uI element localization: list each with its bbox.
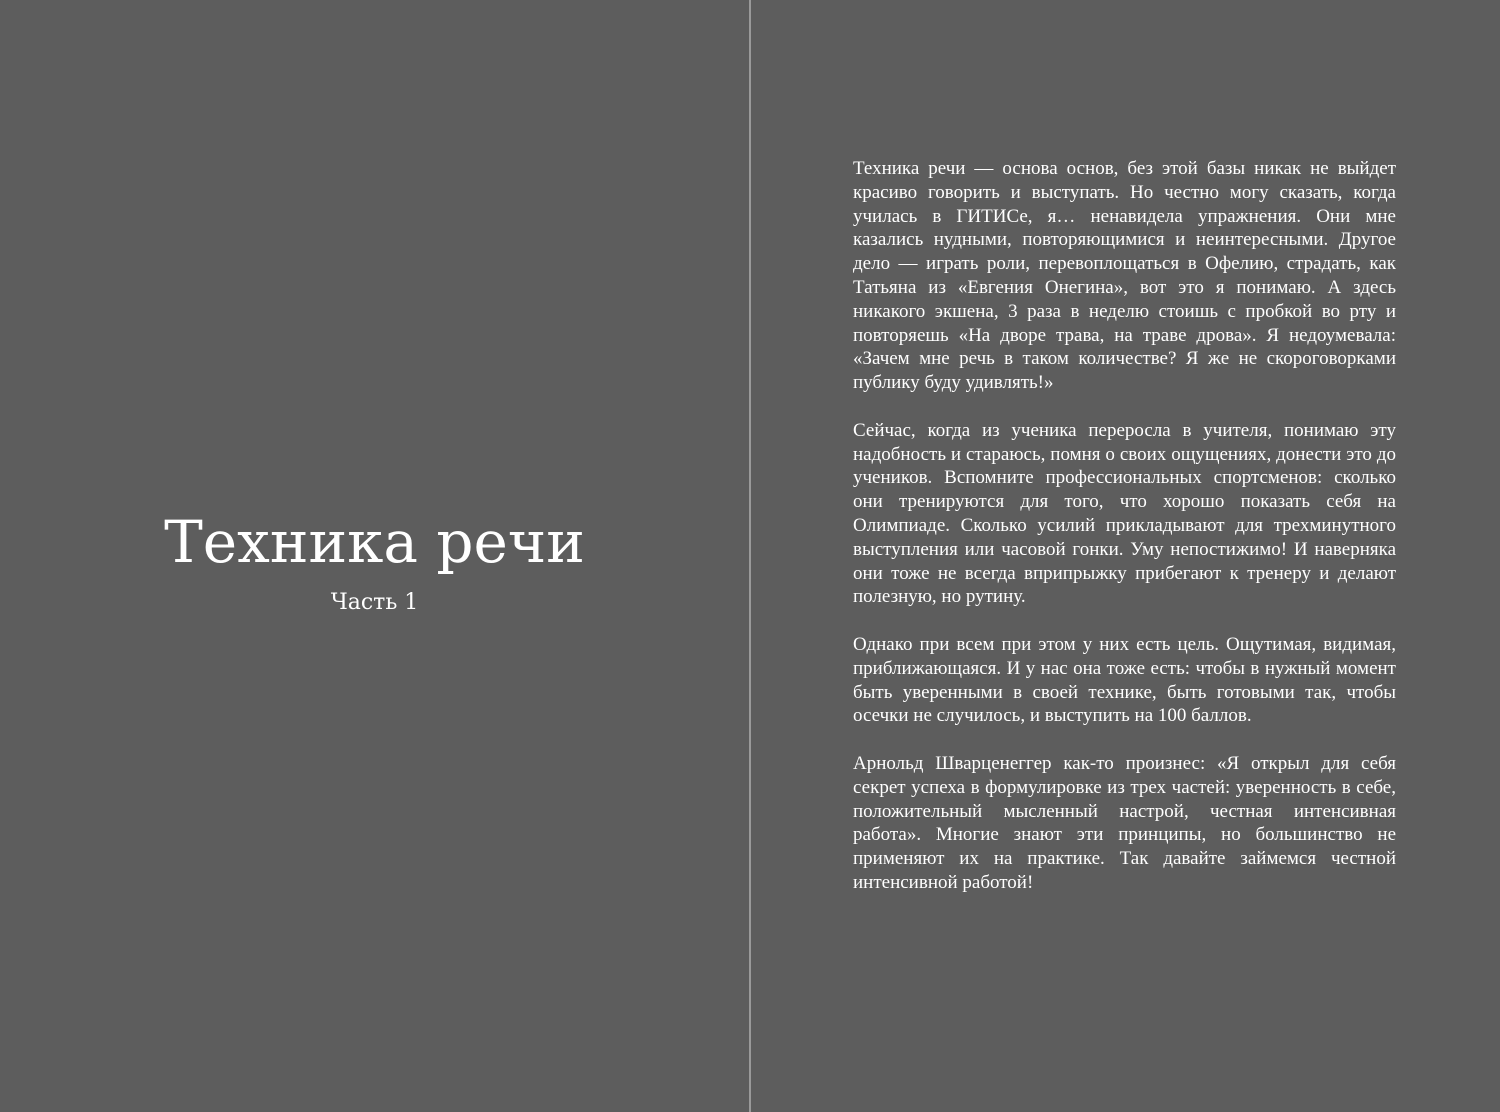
paragraph: Арнольд Шварценеггер как-то произнес: «Я открыл для себя секрет успеха в формулировке из трех частей: уверенность в себе, положительный мысленный настрой, честная интенсивная работа». Многие знают эти принципы, но большинство не применяют их на практике. Так давайте займемся честной интенсивной работой! (853, 752, 1396, 893)
body-text (853, 157, 1396, 919)
chapter-title: Техника речи (164, 508, 585, 576)
left-page (0, 0, 749, 1112)
paragraph: Сейчас, когда из ученика переросла в учителя, понимаю эту надобность и стараюсь, помня о своих ощущениях, донести это до учеников. Вспомните профессиональных спортсменов: сколько они тренируются для того, что хорошо показать себя на Олимпиаде. Сколько усилий прикладывают для трехминутного выступления или часовой гонки. Уму непостижимо! И наверняка они тоже не всегда вприпрыжку прибегают к тренеру и делают полезную, но рутину. (853, 419, 1396, 608)
paragraph: Однако при всем при этом у них есть цель. Ощутимая, видимая, приближающаяся. И у нас она тоже есть: чтобы в нужный момент быть уверенными в своей технике, быть готовыми так, чтобы осечки не случилось, и выступить на 100 баллов. (853, 633, 1396, 727)
paragraph: Техника речи — основа основ, без этой базы никак не выйдет красиво говорить и выступать. Но честно могу сказать, когда училась в ГИТИСе, я… ненавидела упражнения. Они мне казались нудными, повторяющимися и неинтересными. Другое дело — играть роли, перевоплощаться в Офелию, страдать, как Татьяна из «Евгения Онегина», вот это я понимаю. А здесь никакого экшена, 3 раза в неделю стоишь с пробкой во рту и повторяешь «На дворе трава, на траве дрова». Я недоумевала: «Зачем мне речь в таком количестве? Я же не скороговорками публику буду удивлять!» (853, 158, 1396, 394)
chapter-subtitle: Часть 1 (330, 590, 419, 615)
